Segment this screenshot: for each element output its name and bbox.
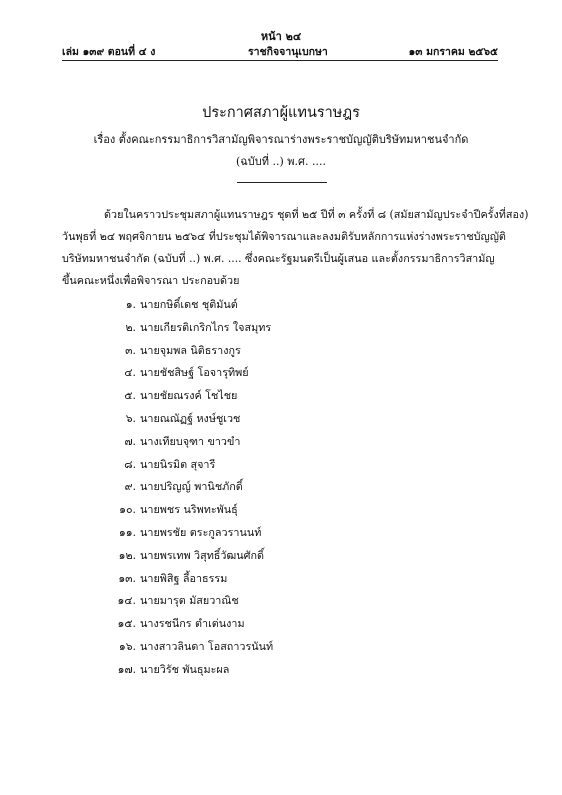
member-name: นายพิสิฐ ลี้อาธรรม — [140, 571, 228, 585]
member-name: นายพชร นริพทะพันธุ์ — [140, 503, 238, 517]
member-name: นายนิรมิต สุจารี — [140, 457, 216, 471]
committee-member-list — [104, 296, 273, 684]
member-number: ๑๗. — [117, 662, 136, 676]
member-name: นายชัชสิษฐ์ โอจารุทิพย์ — [140, 366, 249, 380]
volume-issue: เล่ม ๑๓๙ ตอนที่ ๔ ง — [62, 46, 156, 58]
member-name: นายปริญญ์ พานิชภักดิ์ — [140, 480, 243, 494]
list-item — [104, 364, 273, 387]
list-item — [104, 296, 273, 319]
member-number: ๑๑. — [118, 525, 136, 539]
member-name: นางเทียบจุฑา ขาวขำ — [140, 434, 241, 448]
list-item — [104, 342, 273, 365]
list-item — [104, 478, 273, 501]
list-item — [104, 547, 273, 570]
publication-date: ๑๓ มกราคม ๒๕๖๕ — [408, 46, 498, 58]
member-number: ๘. — [124, 457, 136, 471]
member-number: ๗. — [124, 434, 136, 448]
member-number: ๑. — [125, 298, 136, 311]
list-item — [104, 592, 273, 615]
list-item — [104, 387, 273, 410]
member-number: ๕. — [124, 389, 136, 403]
member-number: ๑๒. — [118, 548, 136, 562]
member-name: นายพรเทพ วิสุทธิ์วัฒนศักดิ์ — [140, 548, 265, 562]
member-number: ๑๔. — [117, 594, 136, 608]
body-line-4: ขึ้นคณะหนึ่งเพื่อพิจารณา ประกอบด้วย — [62, 274, 240, 287]
member-name: นางสาวลินดา โอสถาวรนันท์ — [140, 639, 274, 653]
member-number: ๙. — [124, 480, 136, 494]
member-name: นายมารุต มัสยวาณิช — [140, 594, 239, 608]
member-name: นายณณัฏฐ์ หงษ์ชูเวช — [140, 411, 241, 425]
member-number: ๑๐. — [119, 503, 136, 517]
list-item — [104, 661, 273, 684]
body-line-2: วันพุธที่ ๒๔ พฤศจิกายน ๒๕๖๔ ที่ประชุมได้พิจารณาและลงมติรับหลักการแห่งร่างพระราชบัญญัติ — [62, 230, 506, 243]
announcement-title: ประกาศสภาผู้แทนราษฎร — [202, 105, 360, 121]
member-number: ๔. — [124, 366, 136, 380]
body-line-3: บริษัทมหาชนจำกัด (ฉบับที่ ..) พ.ศ. .... ซึ่งคณะรัฐมนตรีเป็นผู้เสนอ และตั้งกรรมาธิการวิสามัญ — [62, 252, 495, 265]
member-name: นายกษิดิ์เดช ชุติมันต์ — [140, 298, 238, 311]
member-name: นายชัยณรงค์ โชไชย — [140, 389, 238, 403]
body-line-1: ด้วยในคราวประชุมสภาผู้แทนราษฎร ชุดที่ ๒๕ ปีที่ ๓ ครั้งที่ ๘ (สมัยสามัญประจำปีครั้งที่สอง) — [104, 208, 529, 221]
member-name: นายเกียรติเกริกไกร ใจสมุทร — [140, 320, 272, 334]
running-header — [62, 43, 498, 59]
list-item — [104, 524, 273, 547]
member-name: นายวิรัช พันธุมะผล — [140, 662, 230, 676]
list-item — [104, 433, 273, 456]
list-item — [104, 570, 273, 593]
list-item — [104, 319, 273, 342]
list-item — [104, 615, 273, 638]
member-name: นางรชนีกร ตำเต่นงาม — [140, 617, 245, 631]
announcement-subject: เรื่อง ตั้งคณะกรรมาธิการวิสามัญพิจารณาร่างพระราชบัญญัติบริษัทมหาชนจำกัด — [93, 133, 469, 146]
bill-edition: (ฉบับที่ ..) พ.ศ. .... — [236, 155, 326, 168]
list-item — [104, 410, 273, 433]
header-rule — [62, 60, 498, 61]
title-separator — [237, 182, 327, 183]
page-number: หน้า ๒๔ — [260, 30, 302, 43]
list-item — [104, 456, 273, 479]
member-number: ๑๓. — [118, 571, 136, 585]
member-number: ๑๖. — [118, 639, 136, 653]
member-number: ๒. — [125, 320, 136, 334]
list-item — [104, 638, 273, 661]
member-number: ๑๕. — [117, 617, 136, 631]
member-name: นายพรชัย ตระกูลวรานนท์ — [140, 525, 262, 539]
list-item — [104, 501, 273, 524]
member-name: นายจุมพล นิติธรางกูร — [140, 343, 241, 357]
member-number: ๖. — [125, 411, 136, 425]
publication-name: ราชกิจจานุเบกษา — [248, 46, 328, 58]
member-number: ๓. — [125, 343, 136, 357]
